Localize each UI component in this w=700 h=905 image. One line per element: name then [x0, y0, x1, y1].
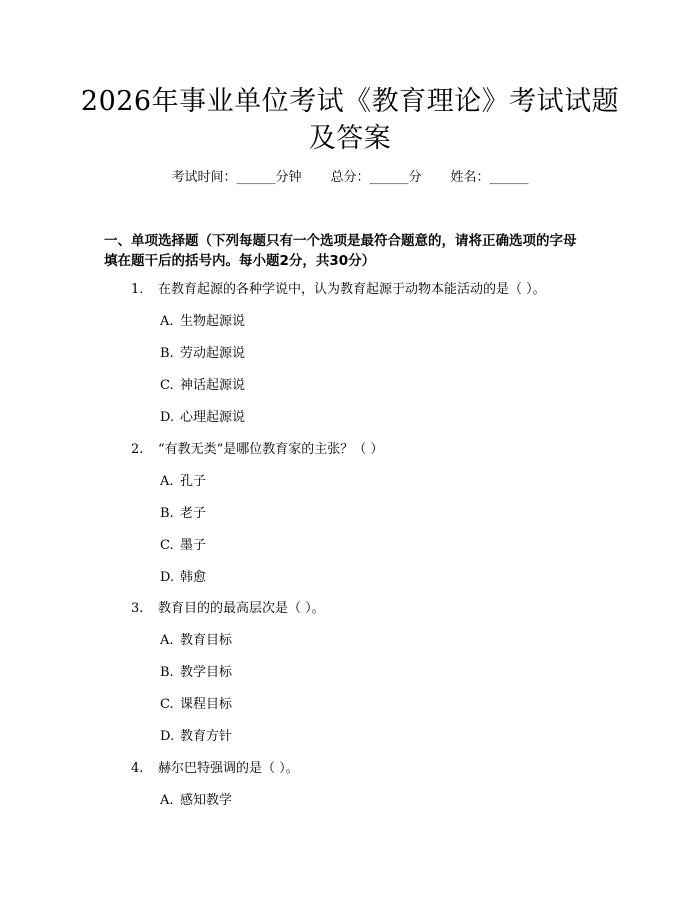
option-text: 感知教学 [180, 793, 233, 808]
option-2a [160, 473, 206, 491]
option-letter: D. [160, 729, 175, 744]
question-number: 2. [131, 442, 144, 457]
option-text: 韩愈 [180, 570, 207, 585]
option-text: 生物起源说 [180, 314, 246, 329]
option-4a [160, 792, 232, 810]
option-text: 孔子 [180, 474, 207, 489]
total-score: 总分：______分 [330, 170, 422, 185]
option-letter: A. [160, 314, 174, 329]
student-name: 姓名：______ [450, 170, 529, 185]
question-3 [131, 600, 611, 618]
option-1b [160, 345, 245, 363]
option-3a [160, 632, 232, 650]
option-3c [160, 696, 232, 714]
section-heading-line-2: 填在题干后的括号内。每小题2分，共30分） [104, 253, 376, 269]
question-text: “有教无类”是哪位教育家的主张？（ ） [158, 442, 384, 457]
option-letter: A. [160, 474, 174, 489]
section-heading-line-1: 一、单项选择题（下列每题只有一个选项是最符合题意的，请将正确选项的字母 [104, 233, 577, 249]
option-text: 神话起源说 [180, 378, 246, 393]
option-3d [160, 728, 232, 746]
option-text: 课程目标 [180, 697, 233, 712]
exam-meta [0, 169, 700, 187]
question-2 [131, 441, 611, 459]
option-text: 老子 [180, 506, 207, 521]
option-1c [160, 377, 245, 395]
option-letter: A. [160, 633, 174, 648]
question-number: 4. [131, 761, 144, 776]
option-2b [160, 505, 206, 523]
question-text: 赫尔巴特强调的是（ ）。 [158, 761, 299, 776]
option-letter: B. [160, 506, 174, 521]
question-4 [131, 760, 611, 778]
exam-title-line-2: 及答案 [308, 123, 392, 154]
question-1 [131, 281, 611, 299]
option-letter: C. [160, 697, 174, 712]
option-text: 心理起源说 [180, 410, 246, 425]
option-letter: A. [160, 793, 174, 808]
option-letter: B. [160, 665, 174, 680]
question-text: 在教育起源的各种学说中，认为教育起源于动物本能活动的是（ ）。 [158, 282, 546, 297]
option-letter: C. [160, 538, 174, 553]
option-letter: D. [160, 570, 175, 585]
question-text: 教育目的的最高层次是（ ）。 [158, 601, 325, 616]
exam-title-line-1: 2026年事业单位考试《教育理论》考试试题 [80, 86, 620, 117]
option-letter: C. [160, 378, 174, 393]
option-letter: D. [160, 410, 175, 425]
question-number: 1. [131, 282, 144, 297]
option-text: 劳动起源说 [180, 346, 246, 361]
option-1d [160, 409, 245, 427]
option-2d [160, 569, 206, 587]
option-text: 教育方针 [180, 729, 233, 744]
option-2c [160, 537, 206, 555]
option-1a [160, 313, 245, 331]
option-text: 教育目标 [180, 633, 233, 648]
option-letter: B. [160, 346, 174, 361]
option-3b [160, 664, 232, 682]
exam-time: 考试时间：______分钟 [171, 170, 302, 185]
question-number: 3. [131, 601, 144, 616]
option-text: 墨子 [180, 538, 207, 553]
option-text: 教学目标 [180, 665, 233, 680]
